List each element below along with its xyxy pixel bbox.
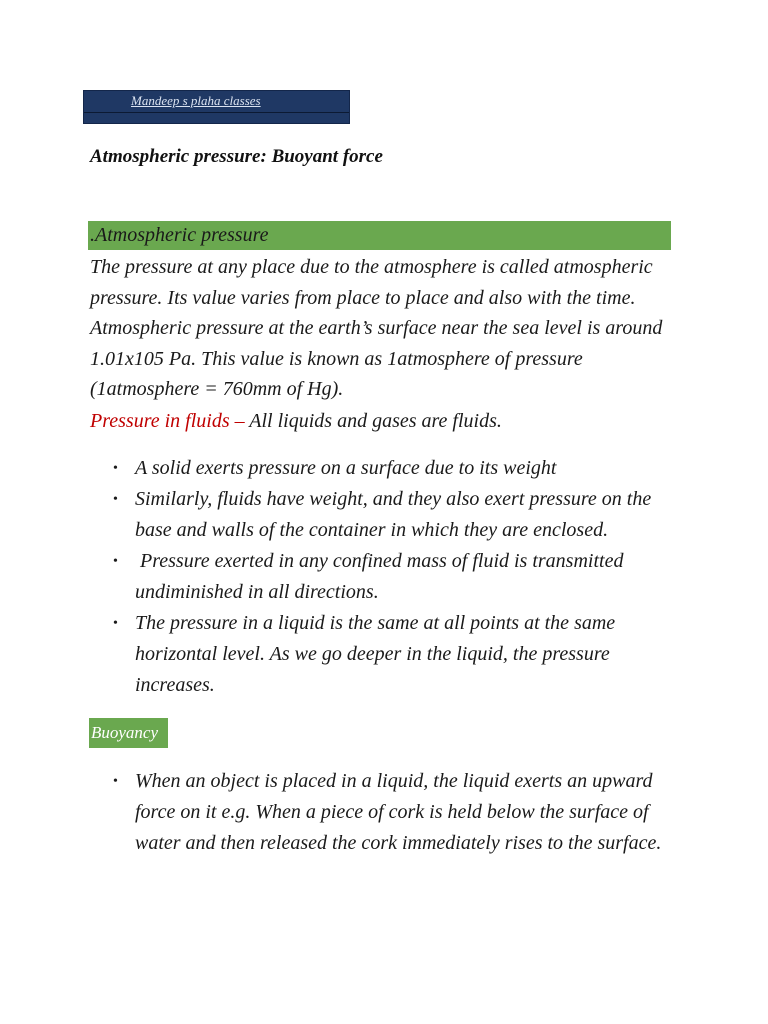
paragraph-line: Atmospheric pressure at the earth’s surface near the sea level is around (90, 317, 663, 339)
paragraph-line: (1atmosphere = 760mm of Hg). (90, 378, 344, 400)
list-item (0, 608, 768, 701)
bullet-icon: • (113, 461, 118, 476)
list-item-line: undiminished in all directions. (135, 581, 379, 603)
list-item-line: base and walls of the container in which they are enclosed. (135, 519, 609, 541)
brand-link[interactable]: Mandeep s plaha classes (131, 93, 261, 108)
list-item-line: force on it e.g. When a piece of cork is held below the surface of (135, 801, 649, 823)
list-item (0, 766, 768, 859)
list-item-line: The pressure in a liquid is the same at all points at the same (135, 612, 616, 634)
list-item-line: Similarly, fluids have weight, and they also exert pressure on the (135, 488, 652, 510)
list-item-line: horizontal level. As we go deeper in the liquid, the pressure (135, 643, 610, 665)
list-item (0, 546, 768, 608)
atmospheric-paragraph (90, 252, 662, 405)
header-divider (84, 112, 349, 113)
fluids-bullet-list (0, 453, 768, 701)
header-box (83, 90, 350, 124)
paragraph-line: pressure. Its value varies from place to place and also with the time. (90, 286, 636, 309)
list-item-line: When an object is placed in a liquid, the liquid exerts an upward (135, 770, 653, 792)
bullet-icon: • (113, 616, 118, 631)
list-item (0, 453, 768, 484)
fluids-text: All liquids and gases are fluids. (244, 410, 502, 432)
fluids-line (90, 406, 502, 437)
list-item-line: increases. (135, 674, 215, 696)
bullet-icon: • (113, 492, 118, 507)
paragraph-line: 1.01x105 Pa. This value is known as 1atmosphere of pressure (90, 347, 583, 370)
list-item-line: Pressure exerted in any confined mass of fluid is transmitted (135, 550, 624, 572)
section-heading-buoyancy: Buoyancy (91, 723, 159, 742)
section-heading-bar-atmospheric (88, 221, 671, 250)
bullet-icon: • (113, 774, 118, 789)
fluids-label: Pressure in fluids – (90, 410, 245, 432)
section-heading-bar-buoyancy (89, 718, 168, 748)
page-title: Atmospheric pressure: Buoyant force (90, 146, 383, 167)
section-heading-atmospheric: .Atmospheric pressure (90, 224, 269, 246)
list-item (0, 484, 768, 546)
buoyancy-bullet-list (0, 766, 768, 859)
bullet-icon: • (113, 554, 118, 569)
list-item-line: water and then released the cork immediately rises to the surface. (135, 832, 662, 854)
paragraph-line: The pressure at any place due to the atmosphere is called atmospheric (90, 256, 653, 278)
list-item-line: A solid exerts pressure on a surface due to its weight (135, 457, 557, 479)
